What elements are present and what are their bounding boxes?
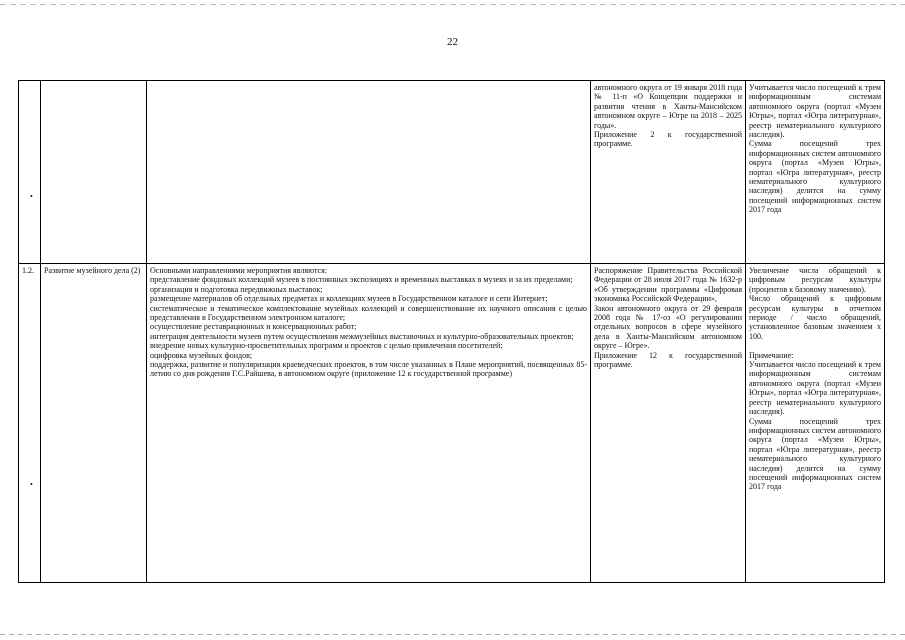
table-row [19, 264, 885, 583]
paragraph: Сумма посещений трех информационных систем автономного округа (портал «Музеи Югры», портал «Югра литературная», реестр нематериального культурного наследия) делится на сумму посещений информационных систем 2017 года [749, 416, 881, 492]
table-row [19, 81, 885, 264]
measure-name-cell: Развитие музейного дела (2) [41, 264, 147, 583]
paragraph: Учитывается число посещений к трем информационным системам автономного округа (портал «Музеи Югры», портал «Югра литературная», реестр нематериального культурного наследия). [749, 360, 881, 417]
paragraph: интеграция деятельности музеев путем осуществления межмузейных выставочных и культурно-образовательных проектов; [150, 331, 574, 341]
paragraph: осуществление реставрационных и консервационных работ; [150, 322, 357, 332]
paragraph: размещение материалов об отдельных предметах и коллекциях музеев в Государственном каталоге и сети Интернет; [150, 294, 548, 304]
scan-edge-bottom [0, 634, 905, 635]
paragraph: оцифровка музейных фондов; [150, 350, 253, 360]
paragraph: организация и подготовка передвижных выставок; [150, 284, 323, 294]
row-number-cell [19, 81, 41, 264]
measure-description-cell [147, 264, 591, 583]
paragraph: систематическое и тематическое комплектование музейных коллекций и совершенствование их научного описания с целью представления в Государственном электронном каталоге; [150, 303, 587, 323]
paragraph: Примечание: [749, 350, 794, 360]
row-number-cell: 1.2. [19, 264, 41, 583]
legal-basis-cell [591, 264, 746, 583]
indicator-cell [746, 81, 885, 264]
scan-dot-mark: • [30, 480, 33, 489]
paragraph: Увеличение числа обращений к цифровым ресурсам культуры (процентов к базовому значению). [749, 266, 881, 294]
paragraph: представление фондовых коллекций музеев в постоянных экспозициях и временных выставках в музеях и за их пределами; [150, 275, 573, 285]
scan-dot-mark: • [30, 192, 33, 201]
paragraph: Число обращений к цифровым ресурсам культуры в отчетном периоде / число обращений, установленное базовым значением х 100. [749, 294, 881, 341]
paragraph [749, 341, 881, 350]
measures-table [18, 80, 885, 583]
paragraph: поддержка, развитие и популяризация краеведческих проектов, в том числе указанных в Плане мероприятий, посвященных 85-летию со дня рождения Г.С.Райшева, в автономном округе (приложение 12 к государственной программе) [150, 360, 587, 379]
indicator-cell [746, 264, 885, 583]
legal-basis-cell [591, 81, 746, 264]
paragraph: Сумма посещений трех информационных систем автономного округа (портал «Музеи Югры», портал «Югра литературная», реестр нематериального культурного наследия) делится на сумму посещений информационных систем 2017 года [749, 139, 881, 215]
measure-description-cell [147, 81, 591, 264]
paragraph: Основными направлениями мероприятия являются: [150, 266, 327, 275]
paragraph: автономного округа от 19 января 2018 года № 11-п «О Концепции поддержки и развития чтения в Ханты-Мансийском автономном округе – Югре на 2018 – 2025 годы». [594, 83, 742, 130]
page-number: 22 [447, 36, 458, 48]
paragraph: Приложение 12 к государственной программе. [594, 350, 742, 370]
paragraph: Приложение 2 к государственной программе. [594, 130, 742, 149]
paragraph: внедрение новых культурно-просветительных программ и проектов с целью привлечения посетителей; [150, 341, 503, 351]
paragraph: Учитывается число посещений к трем информационным системам автономного округа (портал «Музеи Югры», портал «Югра литературная», реестр нематериального культурного наследия). [749, 83, 881, 140]
scan-edge-top [0, 4, 905, 5]
paragraph: Распоряжение Правительства Российской Федерации от 28 июля 2017 года № 1632-р «Об утверждении программы «Цифровая экономика Российской Федерации», [594, 266, 742, 304]
paragraph: Закон автономного округа от 29 февраля 2008 года № 17-оз «О регулировании отдельных вопросов в сфере музейного дела в Ханты-Мансийском автономном округе – Югре». [594, 303, 742, 351]
measure-name-cell [41, 81, 147, 264]
